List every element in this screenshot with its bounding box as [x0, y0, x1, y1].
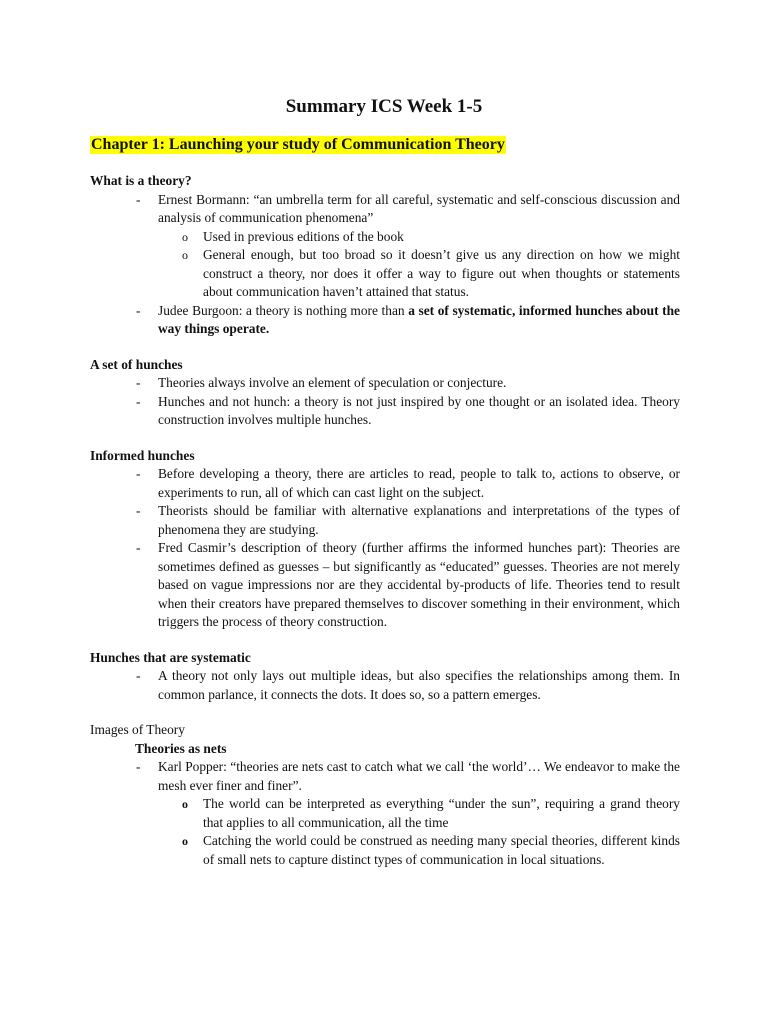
- sub-list-item: [90, 832, 680, 869]
- dash-bullet: -: [136, 503, 141, 518]
- list-item: [90, 667, 680, 704]
- list-item-text: Theorists should be familiar with alternative explanations and interpretations of the types of phenomena they are studying.: [158, 503, 680, 537]
- list-item-text: Karl Popper: “theories are nets cast to catch what we call ‘the world’… We endeavor to make the mesh ever finer and finer”.: [158, 759, 680, 793]
- circle-bullet: o: [182, 797, 188, 811]
- document-body: [90, 172, 680, 869]
- circle-bullet: o: [182, 229, 188, 244]
- list-item-text: Before developing a theory, there are articles to read, people to talk to, actions to observe, or experiments to run, all of which can cast light on the subject.: [158, 466, 680, 500]
- list-item: [90, 758, 680, 795]
- list-item-text: Ernest Bormann: “an umbrella term for all careful, systematic and self-conscious discussion and analysis of communication phenomena”: [158, 191, 680, 225]
- section-heading-what-is-a-theory: What is a theory?: [90, 173, 192, 188]
- list-item: [90, 191, 680, 228]
- circle-bullet: o: [182, 248, 188, 262]
- sub-list-item: [90, 795, 680, 832]
- sub-list-item-text: The world can be interpreted as everything “under the sun”, requiring a grand theory that applies to all communication, all the time: [203, 796, 680, 830]
- list-item-text: Judee Burgoon: a theory is nothing more than: [158, 302, 409, 318]
- list-item-text: Fred Casmir’s description of theory (further affirms the informed hunches part): Theories are sometimes defined as guesses – but significantly as “educated” guesses. Theories are not merely based on vague impressions nor are they accidental by-products of life. Theories tend to result when their creators have prepared themselves to discover something in their environment, which triggers the process of theory construction.: [158, 540, 680, 629]
- dash-bullet: -: [136, 466, 141, 481]
- list-item-text: Hunches and not hunch: a theory is not just inspired by one thought or an isolated idea. Theory construction involves multiple hunches.: [158, 393, 680, 427]
- dash-bullet: -: [136, 668, 141, 683]
- dash-bullet: -: [136, 393, 141, 409]
- sub-list-item-text: Used in previous editions of the book: [203, 228, 404, 244]
- sub-list-item-text: Catching the world could be construed as needing many special theories, different kinds of small nets to capture distinct types of communication in local situations.: [203, 833, 680, 867]
- sub-list-item: [90, 246, 680, 302]
- dash-bullet: -: [136, 375, 141, 390]
- list-item: [90, 302, 680, 339]
- list-item: [90, 539, 680, 632]
- section-heading-systematic-hunches: Hunches that are systematic: [90, 649, 251, 665]
- chapter-heading: Chapter 1: Launching your study of Communication Theory: [91, 136, 505, 153]
- list-item: [90, 465, 680, 502]
- sub-list-item: [90, 228, 680, 247]
- dash-bullet: -: [136, 759, 141, 774]
- section-heading-set-of-hunches: A set of hunches: [90, 356, 183, 372]
- list-item: [90, 374, 680, 393]
- section-heading-images-of-theory: Images of Theory: [90, 722, 185, 737]
- document-title: Summary ICS Week 1-5: [285, 96, 483, 117]
- dash-bullet: -: [136, 540, 141, 555]
- dash-bullet: -: [136, 191, 141, 207]
- list-item-text: A theory not only lays out multiple ideas, but also specifies the relationships among them. In common parlance, it connects the dots. It does so, so a pattern emerges.: [158, 668, 680, 702]
- dash-bullet: -: [136, 302, 141, 318]
- list-item-bold-text: a set of systematic, informed hunches about the way things operate.: [158, 302, 680, 336]
- sub-list-item-text: General enough, but too broad so it doesn’t give us any direction on how we might construct a theory, nor does it offer a way to figure out when thoughts or statements about communication haven’t attained that status.: [203, 247, 680, 299]
- list-item-text: Theories always involve an element of speculation or conjecture.: [158, 375, 507, 390]
- list-item: [90, 502, 680, 539]
- list-item: [90, 393, 680, 430]
- circle-bullet: o: [182, 834, 188, 848]
- section-heading-informed-hunches: Informed hunches: [90, 447, 195, 463]
- subsection-heading-theories-as-nets: Theories as nets: [135, 740, 227, 756]
